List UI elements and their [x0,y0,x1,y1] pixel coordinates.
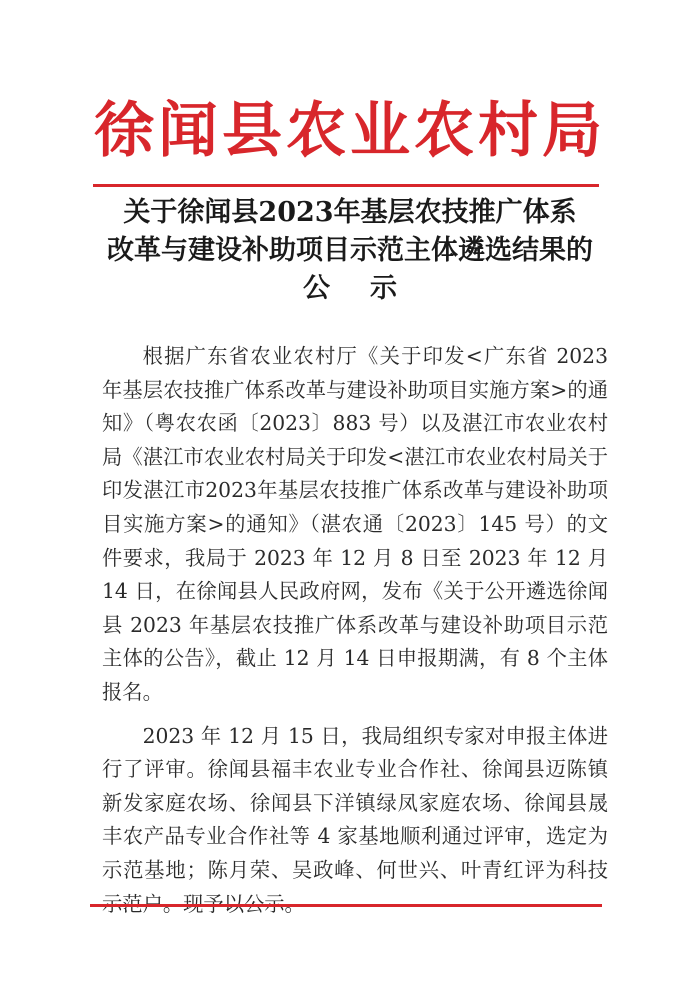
body-paragraph-1: 根据广东省农业农村厅《关于印发<广东省 2023 年基层农技推广体系改革与建设补助项目实施方案>的通知》（粤农农函〔2023〕883 号）以及湛江市农业农村局《湛江市农业农村局关于印发<湛江市农业农村局关于印发湛江市2023年基层农技推广体系改革与建设补助项目实施方案>的通知》（湛农通〔2023〕145 号）的文件要求，我局于 2023 年 12 月 8 日至 2023 年 12 月 14 日，在徐闻县人民政府网，发布《关于公开遴选徐闻县 2023 年基层农技推广体系改革与建设补助项目示范主体的公告》，截止 12 月 14 日申报期满，有 8 个主体报名。 [102,344,608,704]
title-line-1: 关于徐闻县2023年基层农技推广体系 [123,197,577,228]
document-title [0,194,700,308]
footer-divider [90,904,602,907]
title-line-2: 改革与建设补助项目示范主体遴选结果的 [107,235,593,266]
document-body [102,340,608,921]
header-divider [93,184,599,187]
agency-masthead: 徐闻县农业农村局 [94,96,606,166]
body-paragraph-2: 2023 年 12 月 15 日，我局组织专家对申报主体进行了评审。徐闻县福丰农业专业合作社、徐闻县迈陈镇新发家庭农场、徐闻县下洋镇绿凤家庭农场、徐闻县晟丰农产品专业合作社等 4 家基地顺利通过评审，选定为示范基地；陈月荣、吴政峰、何世兴、叶青红评为科技 [102,723,608,882]
title-line-3: 公示 [303,273,437,304]
